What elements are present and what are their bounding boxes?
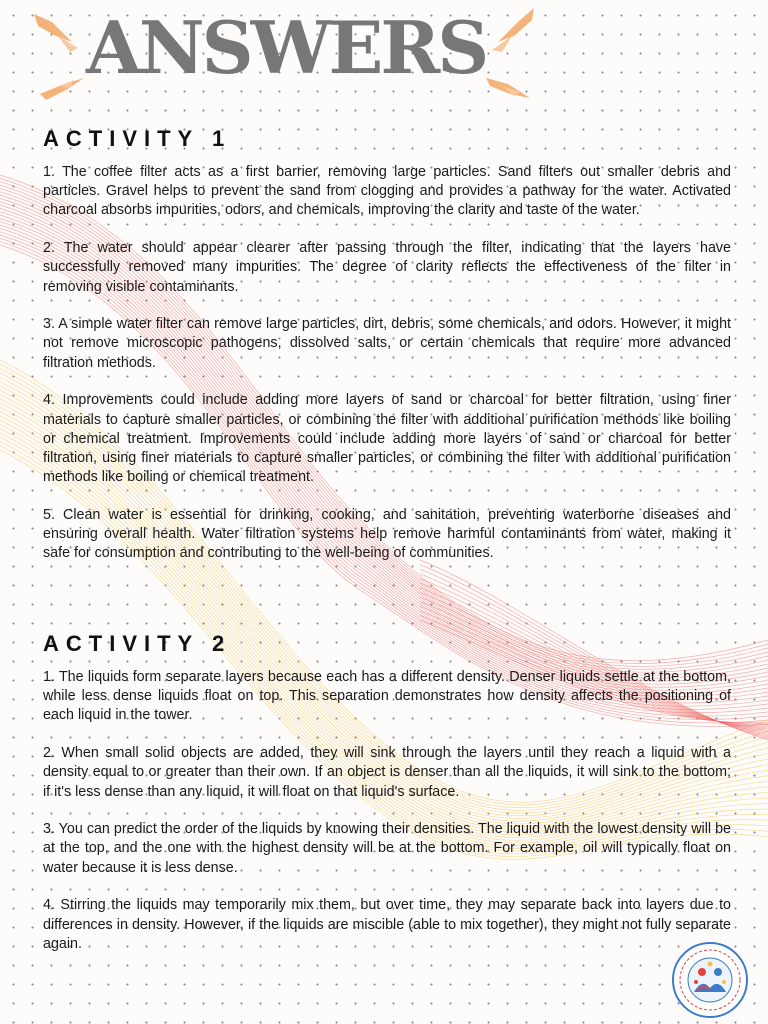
activity-1-answer-5: 5. Clean water is essential for drinking, cooking, and sanitation, preventing waterborne diseases and ensuring overall health. Water filtration systems help remove harmful contaminants from water, making it safe for consumption and contributing to the well-being of communities. [43, 506, 731, 562]
activity-1-answer-2: 2. The water should appear clearer after passing through the filter, indicating that the layers have successfully removed many impurities. The degree of clarity reflects the effectiveness of the filter in removing visible contaminants. [43, 240, 731, 295]
activity-1-heading: ACTIVITY 1 [43, 126, 232, 151]
right-spark-decoration-icon [478, 6, 542, 102]
left-spark-decoration-icon [30, 8, 90, 100]
activity-2-answers [43, 668, 731, 972]
activity-2-heading: ACTIVITY 2 [43, 631, 232, 656]
activity-1-answer-3: 3. A simple water filter can remove large particles, dirt, debris, some chemicals, and odors. However, it might not remove microscopic pathogens, dissolved salts, or certain chemicals that require more advanced filtration methods. [43, 316, 731, 371]
inventure-programme-logo-icon [666, 940, 754, 1020]
activity-2-answer-1: 1. The liquids form separate layers because each has a different density. Denser liquids settle at the bottom, while less dense liquids float on top. This separation demonstrates how density affects the positioning of each liquid in the tower. [43, 669, 731, 724]
activity-2-answer-2: 2. When small solid objects are added, they will sink through the layers until they reach a liquid with a density equal to or greater than their own. If an object is denser than all the liquids, it will sink to the bottom; if it's less dense than any liquid, it will float on that liquid's surface. [43, 745, 731, 800]
activity-1-answer-1: 1. The coffee filter acts as a first barrier, removing large particles. Sand filters out smaller debris and particles. Gravel helps to prevent the sand from clogging and provides a pathway for the water. Activated charcoal absorbs impurities, odors, and chemicals, improving the clarity and taste of the water. [43, 164, 731, 219]
header [0, 0, 768, 100]
activity-1-answers [43, 163, 731, 582]
activity-2-answer-4: 4. Stirring the liquids may temporarily mix them, but over time, they may separate back into layers due to differences in density. However, if the liquids are miscible (able to mix together), they might not fully separate again. [43, 897, 731, 952]
activity-1-answer-4: 4. Improvements could include adding more layers of sand or charcoal for better filtration, using finer materials to capture smaller particles, or combining the filter with additional purification methods like boiling or chemical treatment. Improvements could include adding more layers of sand or charcoal for better filtration, using finer materials to capture smaller particles, or combining the filter with additional purification methods like boiling or chemical treatment. [43, 392, 731, 486]
page-title: ANSWERS [86, 5, 487, 90]
activity-2-answer-3: 3. You can predict the order of the liquids by knowing their densities. The liquid with the lowest density will be at the top, and the one with the highest density will be at the bottom. For example, oil will typically float on water because it is less dense. [43, 821, 731, 876]
